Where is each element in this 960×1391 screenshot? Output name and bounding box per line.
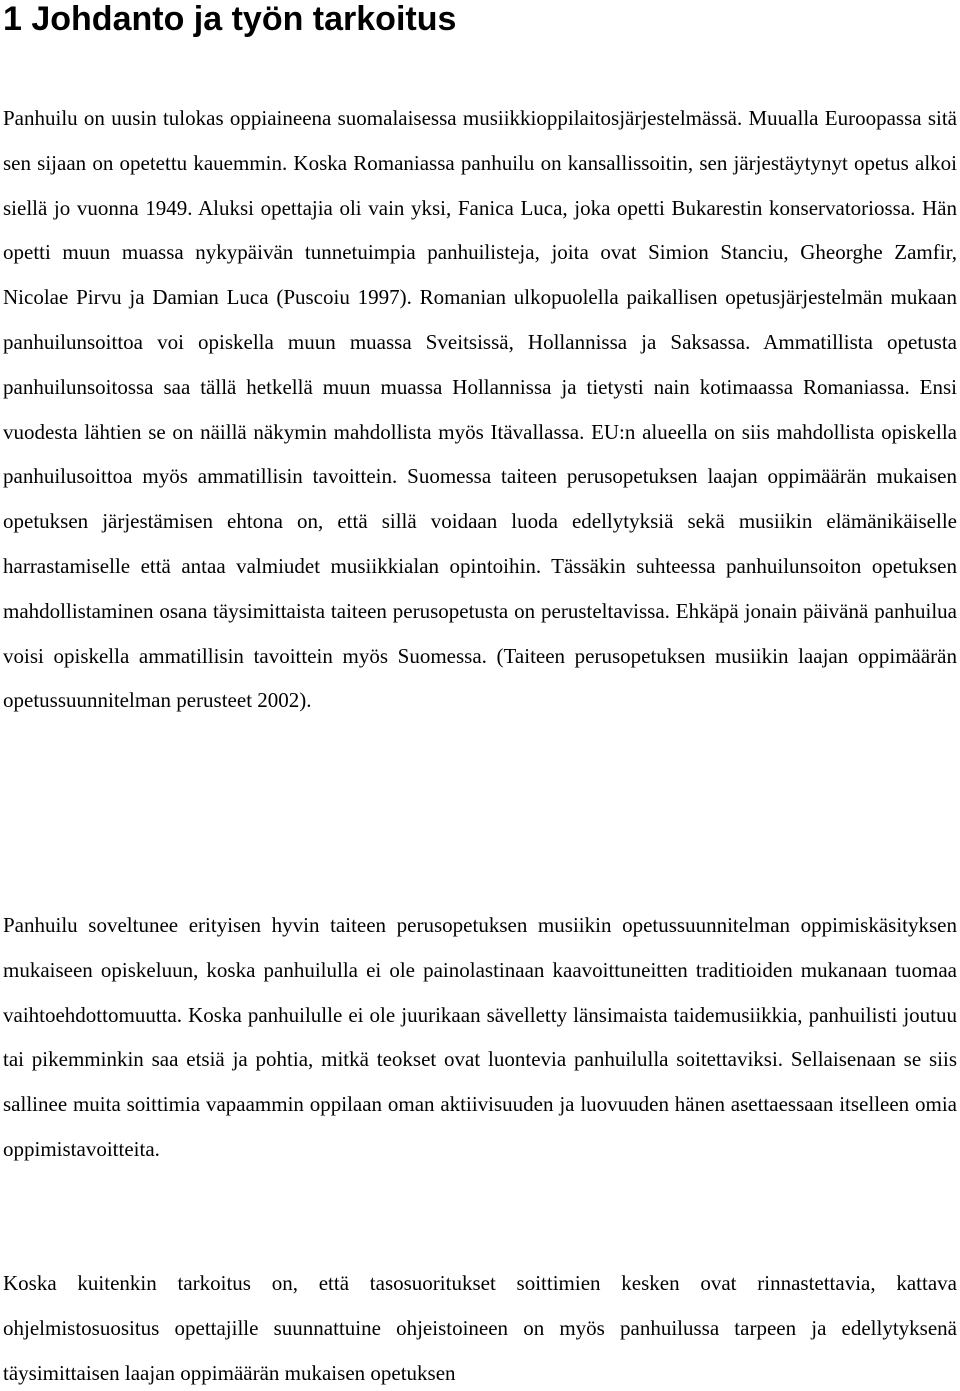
paragraph-1: Panhuilu on uusin tulokas oppiaineena suomalaisessa musiikkioppilaitosjärjestelmässä. Muualla Euroopassa sitä sen sijaan on opetettu kauemmin. Koska Romaniassa panhuilu on kansallissoitin, sen järjestäytynyt opetus alkoi siellä jo vuonna 1949. Aluksi opettajia oli vain yksi, Fanica Luca, joka opetti Bukarestin konservatoriossa. Hän opetti muun muassa nykypäivän tunnetuimpia panhuilisteja, joita ovat Simion Stanciu, Gheorghe Zamfir, Nicolae Pirvu ja Damian Luca (Puscoiu 1997). Romanian ulkopuolella paikallisen opetusjärjestelmän mukaan panhuilunsoittoa voi opiskella muun muassa Sveitsissä, Hollannissa ja Saksassa. Ammatillista opetusta panhuilunsoitossa saa tällä hetkellä muun muassa Hollannissa ja tietysti nain kotimaassa Romaniassa. Ensi vuodesta lähtien se on näillä näkymin mahdollista myös Itävallassa. EU:n alueella on siis mahdollista opiskella panhuilusoittoa myös ammatillisin tavoittein. Suomessa taiteen perusopetuksen laajan oppimäärän mukaisen opetuksen järjestämisen ehtona on, että sillä voidaan luoda edellytyksiä sekä musiikin elämänikäiselle harrastamiselle että antaa valmiudet musiikkialan opintoihin. Tässäkin suhteessa panhuilunsoiton opetuksen mahdollistaminen osana täysimittaista taiteen perusopetusta on perusteltavissa. Ehkäpä jonain päivänä panhuilua voisi opiskella ammatillisin tavoittein myös Suomessa. (Taiteen perusopetuksen musiikin laajan oppimäärän opetussuunnitelman perusteet 2002). [3,106,957,713]
paragraph-2: Panhuilu soveltunee erityisen hyvin taiteen perusopetuksen musiikin opetussuunnitelman oppimiskäsityksen mukaiseen opiskeluun, koska panhuilulla ei ole painolastinaan kaavoittuneitten traditioiden mukanaan tuomaa vaihtoehdottomuutta. Koska panhuilulle ei ole juurikaan sävelletty länsimaista taidemusiikkia, panhuilisti joutuu tai pikemminkin saa etsiä ja pohtia, mitkä teokset ovat luontevia panhuilulla soitettaviksi. Sellaisenaan se siis sallinee muita soittimia vapaammin oppilaan oman aktiivisuuden ja luovuuden hänen asettaessaan itselleen omia oppimistavoitteita. [3,913,957,1161]
chapter-heading: 1 Johdanto ja työn tarkoitus [3,0,457,38]
paragraph-3: Koska kuitenkin tarkoitus on, että tasosuoritukset soittimien kesken ovat rinnastettavia, kattava ohjelmistosuositus opettajille suunnattuine ohjeistoineen on myös panhuilussa tarpeen ja edellytyksenä täysimittaisen laajan oppimäärän mukaisen opetuksen [3,1271,957,1385]
